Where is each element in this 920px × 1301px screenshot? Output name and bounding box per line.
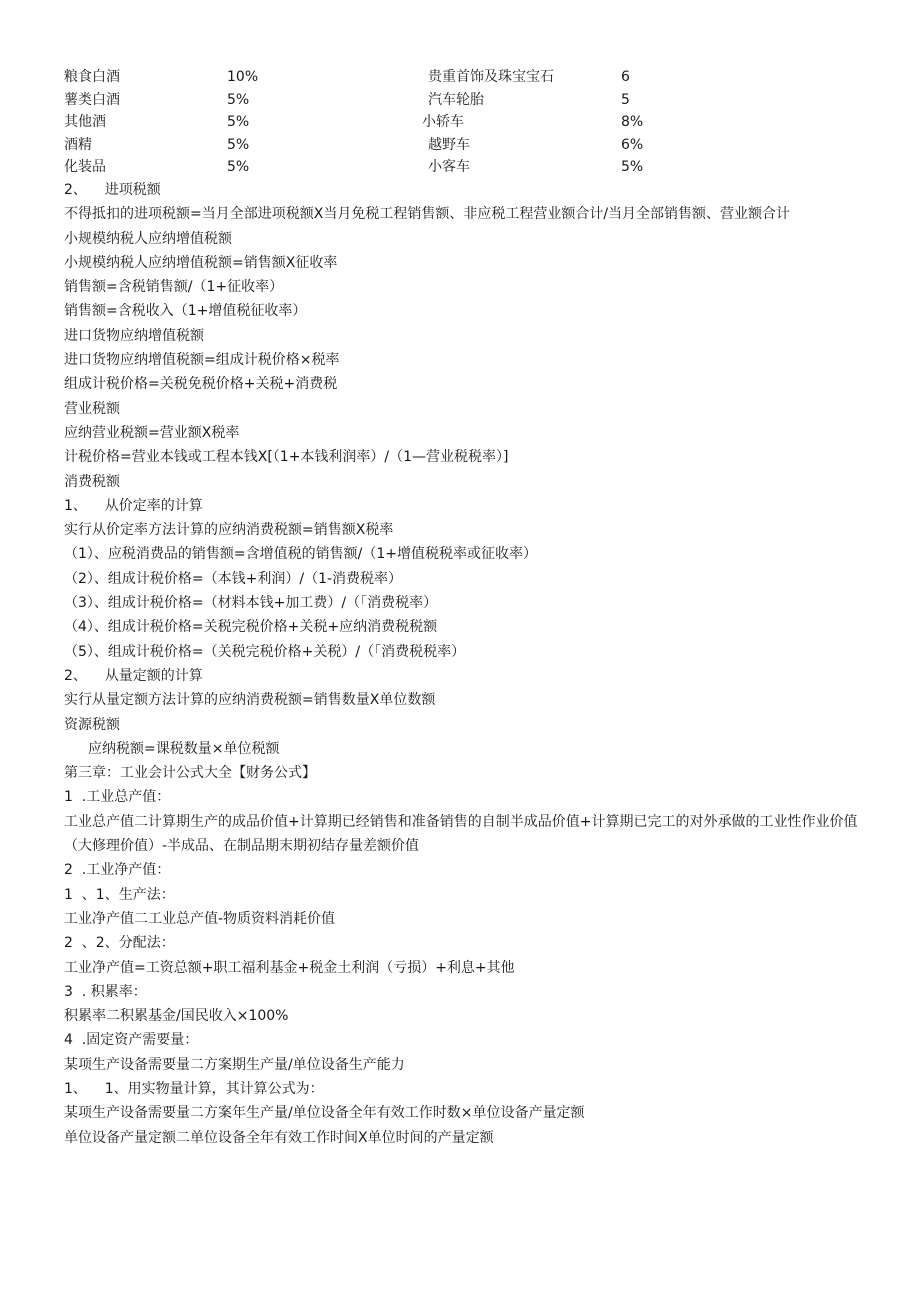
item-rate: 5 — [621, 91, 630, 108]
item-name: 小轿车 — [422, 114, 464, 130]
item-rate: 8% — [621, 114, 644, 130]
item-name: 酒精 — [64, 136, 92, 153]
section-heading: 1 、1、生产法： — [64, 886, 175, 903]
formula-line: 销售额=含税销售额/（1+征收率） — [64, 279, 284, 296]
item-rate: 5% — [227, 159, 250, 175]
table-row — [64, 66, 704, 89]
formula-line: 工业净产值=工资总额+职工福利基金+税金土利润（亏损）+利息+其他 — [64, 959, 515, 976]
formula-line: （2）、组成计税价格=（本钱+利润）/（1-消费税率） — [64, 570, 403, 587]
formula-line: 进口货物应纳增值税额=组成计税价格×税率 — [64, 352, 340, 369]
table-row — [64, 156, 704, 179]
formula-line: 工业净产值二工业总产值-物质资料消耗价值 — [64, 910, 336, 927]
section-heading: 2、 从量定额的计算 — [64, 667, 203, 684]
item-name: 贵重首饰及珠宝宝石 — [428, 69, 554, 85]
section-heading: 2 、2、分配法： — [64, 935, 175, 952]
section-heading: 3 . 积累率： — [64, 983, 147, 1000]
item-name: 薯类白酒 — [64, 91, 120, 108]
formula-line: 小规模纳税人应纳增值税额=销售额X征收率 — [64, 254, 338, 271]
formula-line: （4）、组成计税价格=关税完税价格+关税+应纳消费税税额 — [64, 619, 438, 636]
formula-line: （3）、组成计税价格=（材料本钱+加工费）/（「消费税率） — [64, 595, 438, 612]
formula-line: 应纳税额=课税数量×单位税额 — [88, 740, 280, 757]
section-heading: 营业税额 — [64, 400, 120, 417]
item-name: 小客车 — [428, 159, 470, 175]
item-rate: 6 — [621, 69, 630, 85]
document-body — [64, 178, 864, 1150]
section-heading: 1、 1、用实物量计算，其计算公式为： — [64, 1080, 324, 1097]
section-heading: 2 .工业净产值： — [64, 862, 171, 879]
formula-line: 工业总产值二计算期生产的成品价值+计算期已经销售和准备销售的自制半成品价值+计算期已完工的对外承做的工业性作业价值（大修理价值）-半成品、在制品期末期初结存量差额价值 — [64, 813, 858, 855]
item-name: 其他酒 — [64, 114, 106, 130]
item-name: 汽车轮胎 — [428, 91, 484, 108]
formula-line: 单位设备产量定额二单位设备全年有效工作时间X单位时间的产量定额 — [64, 1129, 494, 1146]
section-heading: 资源税额 — [64, 716, 120, 733]
formula-line: 应纳营业税额=营业额X税率 — [64, 424, 240, 441]
formula-line: 组成计税价格=关税免税价格+关税+消费税 — [64, 376, 338, 393]
table-row — [64, 134, 704, 157]
section-heading: 进口货物应纳增值税额 — [64, 327, 204, 344]
item-rate: 10% — [227, 69, 259, 85]
formula-line: 销售额=含税收入（1+增值税征收率） — [64, 303, 307, 320]
section-heading: 1 .工业总产值： — [64, 789, 171, 806]
item-name: 越野车 — [428, 136, 470, 153]
item-rate: 5% — [621, 159, 644, 175]
item-rate: 5% — [227, 136, 250, 153]
table-row — [64, 89, 704, 112]
section-heading: 1、 从价定率的计算 — [64, 497, 203, 514]
item-name: 粮食白酒 — [64, 69, 120, 85]
item-rate: 5% — [227, 91, 250, 108]
formula-line: 积累率二积累基金/国民收入×100% — [64, 1008, 289, 1025]
tax-rate-table — [64, 66, 704, 179]
section-heading: 消费税额 — [64, 473, 120, 490]
formula-line: 不得抵扣的进项税额=当月全部进项税额X当月免税工程销售额、非应税工程营业额合计/当月全部销售额、营业额合计 — [64, 206, 791, 223]
formula-line: 计税价格=营业本钱或工程本钱X[（1+本钱利润率）/（1—营业税税率）] — [64, 449, 509, 466]
formula-line: 实行从价定率方法计算的应纳消费税额=销售额X税率 — [64, 522, 394, 539]
item-name: 化装品 — [64, 159, 106, 175]
item-rate: 6% — [621, 136, 644, 153]
formula-line: （5）、组成计税价格=（关税完税价格+关税）/（「消费税税率） — [64, 643, 466, 660]
formula-line: （1）、应税消费品的销售额=含增值税的销售额/（1+增值税税率或征收率） — [64, 546, 537, 563]
formula-line: 实行从量定额方法计算的应纳消费税额=销售数量X单位数额 — [64, 692, 436, 709]
table-row — [64, 111, 704, 134]
formula-line: 某项生产设备需要量二方案期生产量/单位设备生产能力 — [64, 1056, 405, 1073]
chapter-heading: 第三章：工业会计公式大全【财务公式】 — [64, 765, 316, 782]
item-rate: 5% — [227, 114, 250, 130]
section-heading: 4 .固定资产需要量： — [64, 1032, 199, 1049]
formula-line: 某项生产设备需要量二方案年生产量/单位设备全年有效工作时数×单位设备产量定额 — [64, 1105, 585, 1122]
section-heading: 2、 进项税额 — [64, 182, 161, 198]
section-heading: 小规模纳税人应纳增值税额 — [64, 230, 232, 247]
